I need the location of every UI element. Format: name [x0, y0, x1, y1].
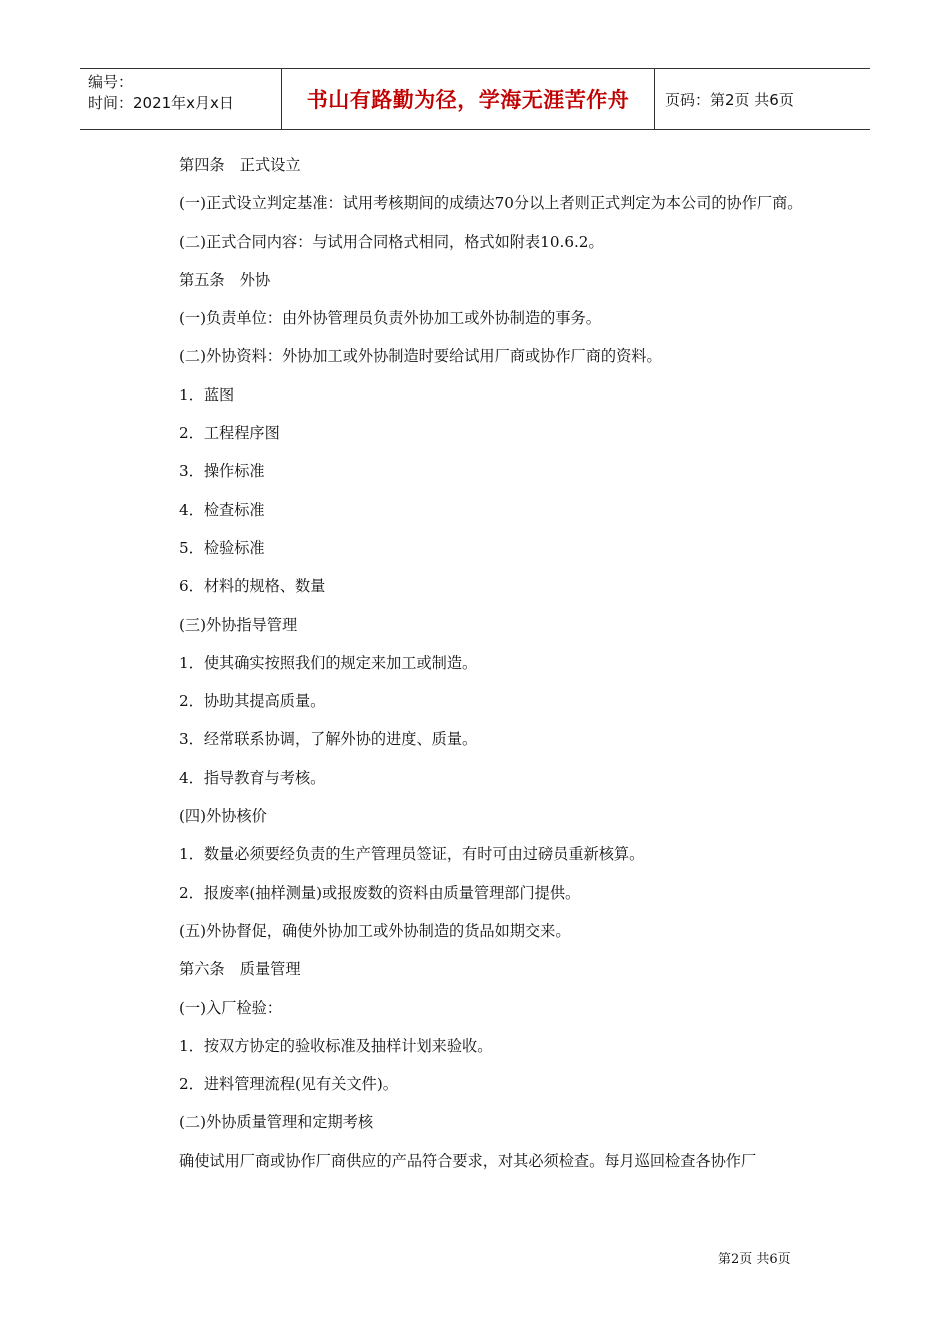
section-heading: (三)外协指导管理 [179, 615, 298, 634]
body-paragraph: (一)负责单位：由外协管理员负责外协加工或外协制造的事务。 [179, 309, 601, 328]
list-item: 2．进料管理流程(见有关文件)。 [179, 1075, 398, 1094]
list-item: 3．操作标准 [179, 462, 265, 481]
article-heading: 第四条 正式设立 [179, 156, 301, 174]
body-paragraph: (一)正式设立判定基准：试用考核期间的成绩达70分以上者则正式判定为本公司的协作厂商。 [179, 194, 803, 213]
list-item: 1．蓝图 [179, 385, 235, 404]
body-paragraph: (五)外协督促，确使外协加工或外协制造的货品如期交来。 [179, 921, 571, 940]
list-item: 1．按双方协定的验收标准及抽样计划来验收。 [179, 1036, 493, 1055]
list-item: 2．协助其提高质量。 [179, 692, 326, 711]
document-body [179, 153, 819, 1187]
list-item: 1．使其确实按照我们的规定来加工或制造。 [179, 653, 478, 672]
list-item: 2．工程程序图 [179, 424, 280, 443]
section-heading: (四)外协核价 [179, 807, 267, 826]
body-paragraph: 确使试用厂商或协作厂商供应的产品符合要求，对其必须检查。每月巡回检查各协作厂 [179, 1151, 757, 1170]
header-motto: 书山有路勤为径，学海无涯苦作舟 [282, 69, 655, 129]
body-paragraph: (二)外协资料：外协加工或外协制造时要给试用厂商或协作厂商的资料。 [179, 347, 662, 366]
list-item: 3．经常联系协调，了解外协的进度、质量。 [179, 730, 478, 749]
page-header [80, 68, 870, 130]
list-item: 2．报废率(抽样测量)或报废数的资料由质量管理部门提供。 [179, 883, 581, 902]
header-page-info: 页码：第2页 共6页 [665, 90, 794, 109]
section-heading: (二)外协质量管理和定期考核 [179, 1113, 374, 1132]
list-item: 4．检查标准 [179, 500, 265, 519]
list-item: 4．指导教育与考核。 [179, 768, 326, 787]
header-meta [80, 69, 282, 129]
page-footer: 第2页 共6页 [718, 1252, 791, 1267]
article-heading: 第六条 质量管理 [179, 960, 301, 979]
section-heading: (一)入厂检验： [179, 998, 282, 1017]
body-paragraph: (二)正式合同内容：与试用合同格式相同，格式如附表10.6.2。 [179, 232, 604, 251]
document-time-label: 时间：2021年x月x日 [88, 94, 234, 112]
article-heading: 第五条 外协 [179, 270, 271, 289]
list-item: 6．材料的规格、数量 [179, 577, 326, 596]
list-item: 1．数量必须要经负责的生产管理员签证，有时可由过磅员重新核算。 [179, 845, 645, 864]
document-number-label: 编号： [88, 73, 134, 91]
list-item: 5．检验标准 [179, 538, 265, 557]
